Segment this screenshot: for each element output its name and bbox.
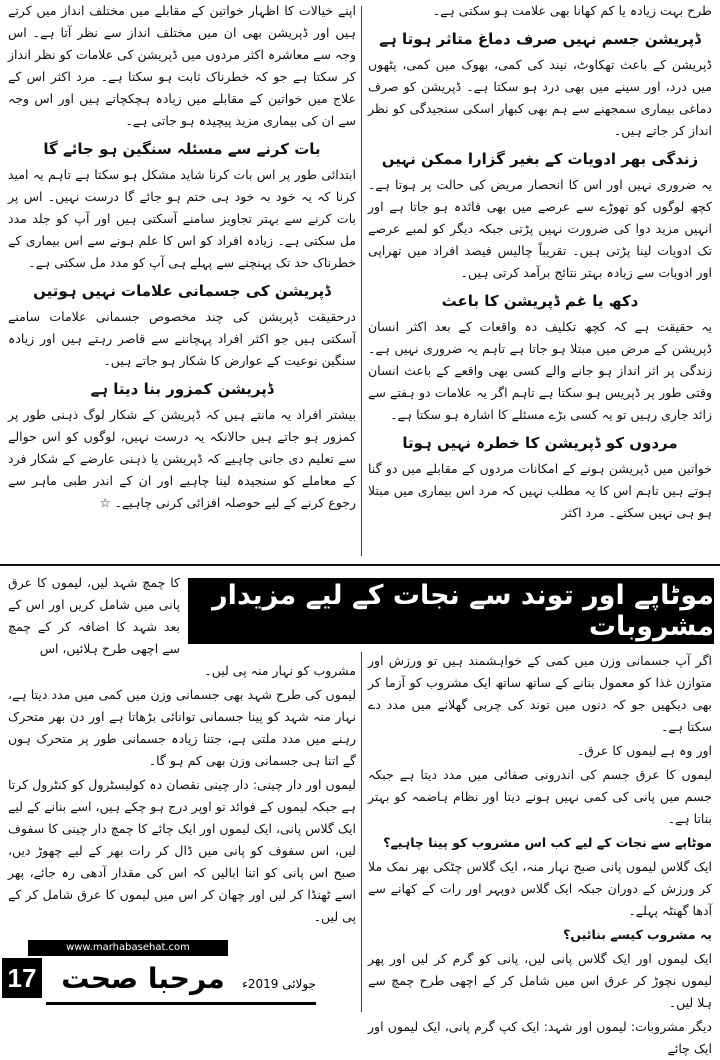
article-column-bottom-right — [368, 650, 712, 1056]
magazine-logo-title: مرحبا صحت — [61, 962, 225, 995]
paragraph: درحقیقت ڈپریشن کی چند مخصوص جسمانی علامات سامنے آسکتی ہیں جو اکثر افراد پہچاننے سے قاصر رہتے ہیں اور زیادہ سنگین نوعیت کے عوارض کا شکار ہو جاتے ہیں۔ — [8, 309, 356, 368]
website-url[interactable]: www.marhabasehat.com — [28, 940, 228, 956]
paragraph: کا چمچ شہد لیں، لیموں کا عرق پانی میں شامل کریں اور اس کے بعد شہد کا اضافہ کر کے چمچ سے اچھی طرح ہلائیں، اس — [8, 575, 180, 656]
page-number: 17 — [2, 958, 42, 998]
article-column-bottom-left — [8, 660, 356, 935]
paragraph: ایک گلاس لیموں پانی صبح نہار منہ، ایک گلاس چٹکی بھر نمک ملا کر ورزش کے دوران جبکہ ایک گلاس دوپہر اور رات کے کھانے سے آدھا گھنٹہ پہلے۔ — [368, 859, 712, 918]
article-title-banner — [188, 578, 714, 644]
section-heading: ڈپریشن کمزور بنا دیتا ہے — [90, 380, 274, 398]
paragraph: لیموں کی طرح شہد بھی جسمانی وزن میں کمی میں مدد دیتا ہے، نہار منہ شہد کو پینا جسمانی توانائی بڑھاتا ہے اور دن بھر متحرک رہنے میں مدد ملتی ہے، جتنا زیادہ جسمانی طور پر متحرک ہوں گے اتنا ہی جسمانی وزن بھی کم ہو گا۔ — [8, 687, 356, 768]
paragraph: دیگر مشروبات: لیموں اور شہد: ایک کپ گرم پانی، ایک لیموں اور ایک چائے — [368, 1019, 712, 1056]
page-footer — [0, 940, 360, 1019]
article-column-top-left — [8, 0, 356, 560]
paragraph: اور وہ ہے لیموں کا عرق۔ — [576, 743, 712, 758]
footer-rule — [46, 1002, 316, 1005]
section-heading: زندگی بھر ادویات کے بغیر گزارا ممکن نہیں — [381, 150, 699, 168]
paragraph: طرح بہت زیادہ یا کم کھانا بھی علامت ہو سکتی ہے۔ — [432, 3, 712, 18]
column-divider — [361, 652, 362, 1012]
paragraph: مشروب کو نہار منہ پی لیں۔ — [204, 663, 356, 678]
article-title: موٹاپے اور توند سے نجات کے لیے مزیدار مشروبات — [212, 580, 714, 642]
section-heading: بات کرنے سے مسئلہ سنگین ہو جائے گا — [43, 140, 321, 158]
column-divider — [361, 6, 362, 556]
question-heading: موٹاپے سے نجات کے لیے کب اس مشروب کو پینا چاہیے؟ — [383, 835, 712, 850]
section-divider — [0, 564, 720, 566]
question-heading: یہ مشروب کیسے بنائیں؟ — [563, 927, 712, 942]
paragraph: یہ حقیقت ہے کہ کچھ تکلیف دہ واقعات کے بعد اکثر انسان ڈپریشن کے مرض میں مبتلا ہو جاتا ہے تاہم یہ ضروری نہیں ہے۔ زندگی پر اثر انداز ہو جانے والے کسی بھی واقعے کے باعث انسان وقتی طور پر ڈپریس ہو سکتا ہے تاہم اگر یہ علامات دو ہفتے سے زائد جاری رہیں تو یہ کسی بڑے مسئلے کا اشارہ ہو سکتا ہے۔ — [368, 319, 712, 422]
section-heading: ڈپریشن کی جسمانی علامات نہیں ہوتیں — [33, 282, 331, 300]
article-column-bottom-left-top — [8, 572, 180, 662]
section-heading: ڈپریشن جسم نہیں صرف دماغ متاثر ہوتا ہے — [379, 30, 701, 48]
paragraph: لیموں اور دار چینی: دار چینی نقصان دہ کولیسٹرول کو کنٹرول کرتا ہے جبکہ لیموں کے فوائد تو اوپر درج ہو چکے ہیں، اسے بنانے کے لیے ایک گلاس پانی، ایک لیموں اور ایک چائے کا چمچ دار چینی کا سفوف لیں، اس سفوف کو پانی میں ڈال کر رات بھر کے لیے چھوڑ دیں، صبح اس پانی کو اتنا ابالیں کہ اس کی مقدار آدھی رہ جائے، پھر اسے ٹھنڈا کر لیں اور چھان کر اس میں لیموں کا عرق شامل کر کے پی لیں۔ — [8, 777, 356, 924]
paragraph: لیموں کا عرق جسم کی اندرونی صفائی میں مدد دیتا ہے جبکہ جسم میں پانی کی کمی نہیں ہونے دیتا اور نظام ہاضمہ کو بہتر بناتا ہے۔ — [368, 767, 712, 826]
paragraph: اگر آپ جسمانی وزن میں کمی کے خواہشمند ہیں تو ورزش اور متوازن غذا کو معمول بنانے کے ساتھ ساتھ ایک مشروب کو آزما کر بھی دیکھیں جو کہ دنوں میں توند کی چربی گھلانے میں مدد دے سکتا ہے۔ — [368, 653, 712, 734]
paragraph: یہ ضروری نہیں اور اس کا انحصار مریض کی حالت پر ہوتا ہے۔ کچھ لوگوں کو تھوڑے سے عرصے میں بھی فائدہ ہو جاتا ہے اور انہیں مزید دوا کی ضرورت نہیں پڑتی جبکہ دیگر کو لمبے عرصے تک ادویات لینا پڑتی ہیں۔ تقریباً چالیس فیصد افراد میں تھراپی اور ادویات سے زیادہ بہتر نتائج برآمد کرتی ہیں۔ — [368, 177, 712, 280]
issue-date: جولائی 2019ء — [242, 977, 316, 991]
paragraph: اپنے خیالات کا اظہار خواتین کے مقابلے میں مختلف انداز میں کرتے ہیں اور ڈپریشن بھی ان میں مختلف انداز سے نظر آتا ہے۔ اس وجہ سے معاشرہ اکثر مردوں میں ڈپریشن کی علامات کو نظر انداز کر سکتا ہے جو کہ خطرناک ثابت ہو سکتا ہے۔ مرد اکثر اس کے علاج میں خواتین کے مقابلے میں زیادہ ہچکچاتے ہیں اور اس وجہ سے ان کی بیماری مزید پیچیدہ ہو جاتی ہے۔ — [8, 3, 356, 128]
section-heading: مردوں کو ڈپریشن کا خطرہ نہیں ہوتا — [402, 434, 678, 452]
paragraph: ڈپریشن کے باعث تھکاوٹ، نیند کی کمی، بھوک میں کمی، پٹھوں میں درد، اور سینے میں بھی درد ہو سکتا ہے۔ ڈپریشن کو صرف دماغی بیماری سمجھنے سے ہم بھی کبھار اسکی سنجیدگی کو نظر انداز کر جاتے ہیں۔ — [368, 57, 712, 138]
section-heading: دکھ یا غم ڈپریشن کا باعث — [441, 292, 639, 310]
paragraph: خواتین میں ڈپریشن ہونے کے امکانات مردوں کے مقابلے میں دو گنا ہوتے ہیں تاہم اس کا یہ مطلب نہیں کہ مرد اس بیماری میں مبتلا ہو ہی نہیں سکتے۔ مرد اکثر — [368, 461, 712, 520]
article-column-top-right — [368, 0, 712, 560]
paragraph: ایک لیموں اور ایک گلاس پانی لیں، پانی کو گرم کر لیں اور پھر لیموں نچوڑ کر عرق اس میں شامل کر کے اچھی طرح چمچ سے ہلا لیں۔ — [368, 951, 712, 1010]
paragraph: بیشتر افراد یہ مانتے ہیں کہ ڈپریشن کے شکار لوگ ذہنی طور پر کمزور ہو جاتے ہیں حالانکہ یہ درست نہیں، لوگوں کو اس حوالے سے تعلیم دی جانی چاہیے کہ ڈپریشن یا ذہنی عارضے کے شکار فرد کے معاملے کو سنجیدہ لینا چاہیے اور ان کے اندر طبی ماہر سے رجوع کرنے کے لیے حوصلہ افزائی کرنی چاہیے۔ ☆ — [8, 407, 356, 510]
paragraph: ابتدائی طور پر اس بات کرنا شاید مشکل ہو سکتا ہے تاہم یہ امید کرنا کہ یہ خود بہ خود ہی ختم ہو جائے گا درست نہیں۔ اس پر بات کرنے سے بہتر تجاویز سامنے آسکتی ہیں اور آپ کو جلد مدد مل سکتی ہے۔ زیادہ افراد کو اس کا علم ہونے سے اس بیماری کے خطرناک حد تک پہنچنے سے پہلے ہی آپ کو مدد مل سکتی ہے۔ — [8, 167, 356, 270]
